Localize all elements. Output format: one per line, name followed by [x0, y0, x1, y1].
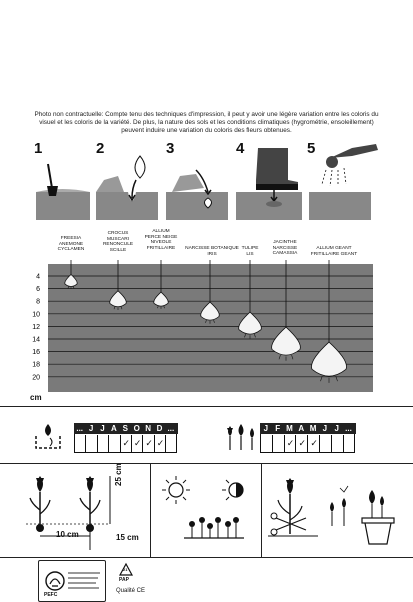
calendar-check-mark: ✓ [142, 435, 154, 452]
depth-tick-label: 10 [32, 311, 40, 319]
calendar-month-cell: ... [76, 424, 84, 433]
divider [0, 406, 413, 407]
pap-label: PAP [119, 577, 129, 583]
depth-tick-label: 14 [32, 336, 40, 344]
spacing-illustration [24, 470, 144, 558]
tulips-flowering-icon [222, 422, 260, 452]
calendar-check-mark: ✓ [307, 435, 320, 452]
label-group-6: JACINTHE NARCISSE CAMASSIA [272, 240, 298, 257]
qualite-ce-label: Qualité CE [116, 588, 146, 594]
calendar-month-cell: J [263, 424, 269, 433]
uses-illustration [268, 474, 408, 554]
pefc-text: PEFC [44, 592, 58, 598]
pap-number: 21 [123, 567, 128, 572]
calendar-check-mark: ✓ [154, 435, 166, 452]
step-5-number: 5 [307, 140, 316, 157]
pefc-text-line [68, 582, 96, 584]
depth-tick-label: 12 [32, 323, 40, 331]
bulb-spacing-label: 15 cm [116, 533, 139, 542]
step-3-number: 3 [166, 140, 175, 157]
height-label: 25 cm [114, 463, 123, 486]
calendar-month-cell: A [298, 424, 305, 433]
divider [261, 463, 262, 557]
label-group-2: CROCUS MUSCARI RENONCULE SCILLE [102, 231, 134, 253]
label-group-7: ALLIUM GEANT FRITILLAIRE GEANT [310, 246, 358, 257]
step-1-number: 1 [34, 140, 43, 157]
disclaimer-text: Photo non contractuelle: Compte tenu des techniques d'impression, il peut y avoir une légère variation entre les coloris du visuel et les coloris de la variété. De plus, la nature des sols et les conditions climatiques (hygrométrie, ensoleillement) peuvent induire une variation du coloris des fleurs obtenues. [34, 111, 379, 135]
unit-label: cm [30, 393, 42, 402]
watering-can-icon [309, 144, 378, 220]
pefc-text-line [68, 577, 98, 579]
small-tulips-icon [330, 486, 348, 526]
calendar-month-cell: ... [345, 424, 352, 433]
divider [150, 463, 151, 557]
calendar-month-cell: O [133, 424, 140, 433]
calendar-month-cell: M [309, 424, 317, 433]
bulb-covered-icon [166, 170, 228, 220]
planting-steps [0, 140, 413, 224]
depth-tick-label: 20 [32, 374, 40, 382]
depth-chart-svg [0, 226, 413, 412]
divider [0, 463, 413, 464]
label-group-4: NARCISSE BOTANIQUE IRIS [185, 246, 239, 257]
row-spacing-label: 10 cm [56, 530, 79, 539]
calendar-month-cell: S [122, 424, 128, 433]
depth-tick-label: 6 [36, 286, 40, 294]
depth-tick-label: 4 [36, 273, 40, 281]
calendar-month-cell: A [110, 424, 117, 433]
flower-row-icon [184, 517, 244, 538]
calendar-month-cell: D [156, 424, 163, 433]
divider [0, 557, 413, 558]
flowering-calendar [260, 423, 356, 453]
boot-pressing-soil-icon [236, 148, 302, 220]
bulb-into-hole-icon [96, 156, 158, 220]
calendar-check-mark: ✓ [131, 435, 143, 452]
bulb-planting-icon [30, 422, 70, 452]
cut-flower-icon [268, 478, 318, 536]
step-4-number: 4 [236, 140, 245, 157]
pefc-text-line [68, 587, 99, 589]
exposure-illustration [158, 474, 258, 554]
depth-tick-label: 16 [32, 349, 40, 357]
calendar-empty-cell [165, 435, 177, 452]
half-shade-icon [222, 480, 243, 500]
calendar-empty-cell [343, 435, 356, 452]
calendar-month-cell: N [145, 424, 151, 433]
calendar-month-cell: M [286, 424, 293, 433]
calendar-month-cell: J [88, 424, 94, 433]
planting-depth-chart [0, 226, 413, 412]
calendar-check-mark: ✓ [120, 435, 132, 452]
full-sun-icon [162, 476, 190, 504]
label-group-3: ALLIUM PERCE NEIGE NIVEOLE FRITILLAIRE [144, 229, 178, 251]
pefc-text-line [68, 572, 100, 574]
pefc-logo-icon [44, 570, 66, 592]
label-group-1: FREESIA ANEMONE CYCLAMEN [57, 236, 85, 253]
calendar-month-cell: F [275, 424, 281, 433]
depth-tick-label: 8 [36, 298, 40, 306]
trowel-digging-icon [36, 164, 90, 220]
calendar-month-cell: J [322, 424, 328, 433]
step-2-number: 2 [96, 140, 105, 157]
calendar-check-mark: ✓ [295, 435, 308, 452]
calendar-check-mark: ✓ [284, 435, 297, 452]
planting-calendar [74, 423, 178, 453]
label-group-5: TULIPE LIS [241, 246, 259, 257]
pot-icon [362, 490, 394, 544]
calendar-month-cell: J [100, 424, 105, 433]
calendar-month-cell: ... [167, 424, 175, 433]
depth-tick-label: 18 [32, 361, 40, 369]
calendar-month-cell: J [334, 424, 339, 433]
steps-illustration [0, 140, 413, 224]
